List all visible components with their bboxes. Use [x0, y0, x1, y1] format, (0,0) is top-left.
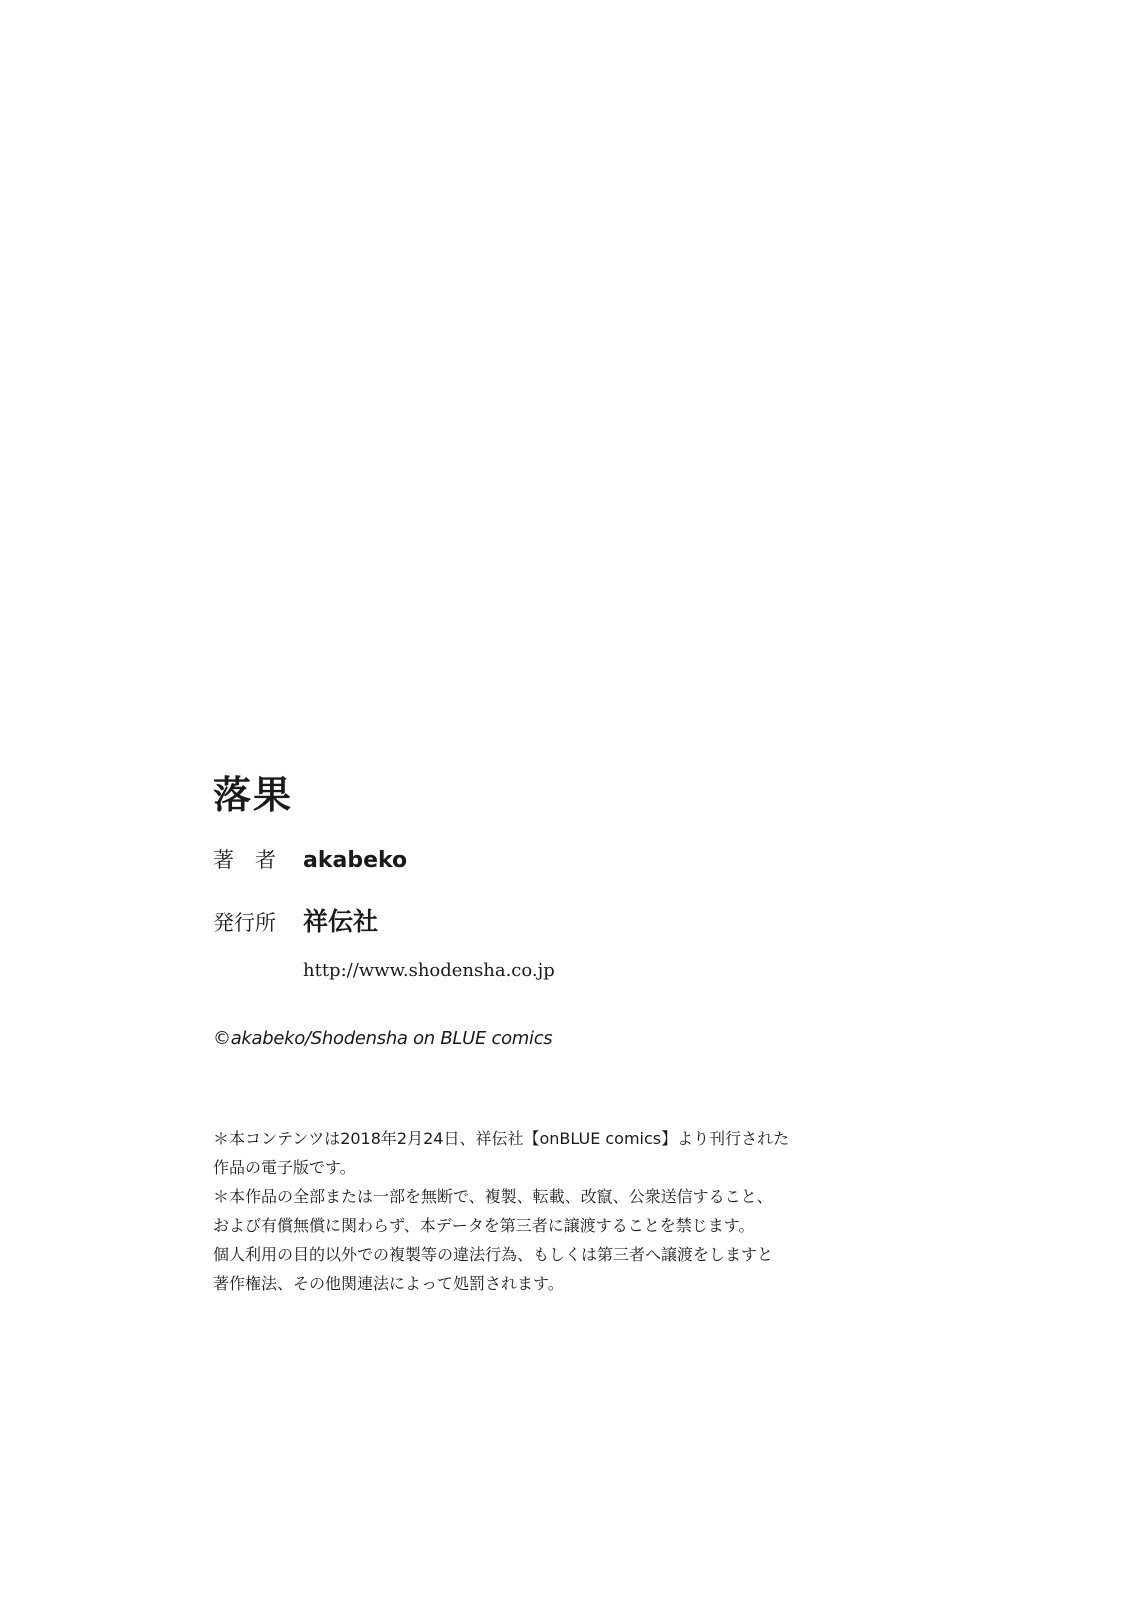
legal-notes [213, 1124, 913, 1298]
author-label: 著 者 [213, 848, 276, 872]
note-line: ＊本コンテンツは2018年2月24日、祥伝社【onBLUE comics】より刊行された [213, 1129, 790, 1148]
publisher-name: 祥伝社 [303, 907, 379, 936]
book-title: 落果 [213, 773, 294, 817]
note-line: 個人利用の目的以外での複製等の違法行為、もしくは第三者へ譲渡をしますと [213, 1245, 774, 1264]
publisher-label: 発行所 [213, 911, 276, 935]
copyright-notice: ©akabeko/Shodensha on BLUE comics [213, 1028, 553, 1049]
publisher-url[interactable]: http://www.shodensha.co.jp [303, 960, 555, 981]
note-line: 著作権法、その他関連法によって処罰されます。 [213, 1274, 564, 1293]
author-name: akabeko [303, 848, 408, 873]
note-line: ＊本作品の全部または一部を無断で、複製、転載、改竄、公衆送信すること、 [213, 1187, 773, 1206]
author-row [213, 840, 407, 881]
publisher-row [213, 902, 378, 943]
note-line: および有償無償に関わらず、本データを第三者に譲渡することを禁じます。 [213, 1216, 755, 1235]
note-line: 作品の電子版です。 [213, 1158, 356, 1177]
